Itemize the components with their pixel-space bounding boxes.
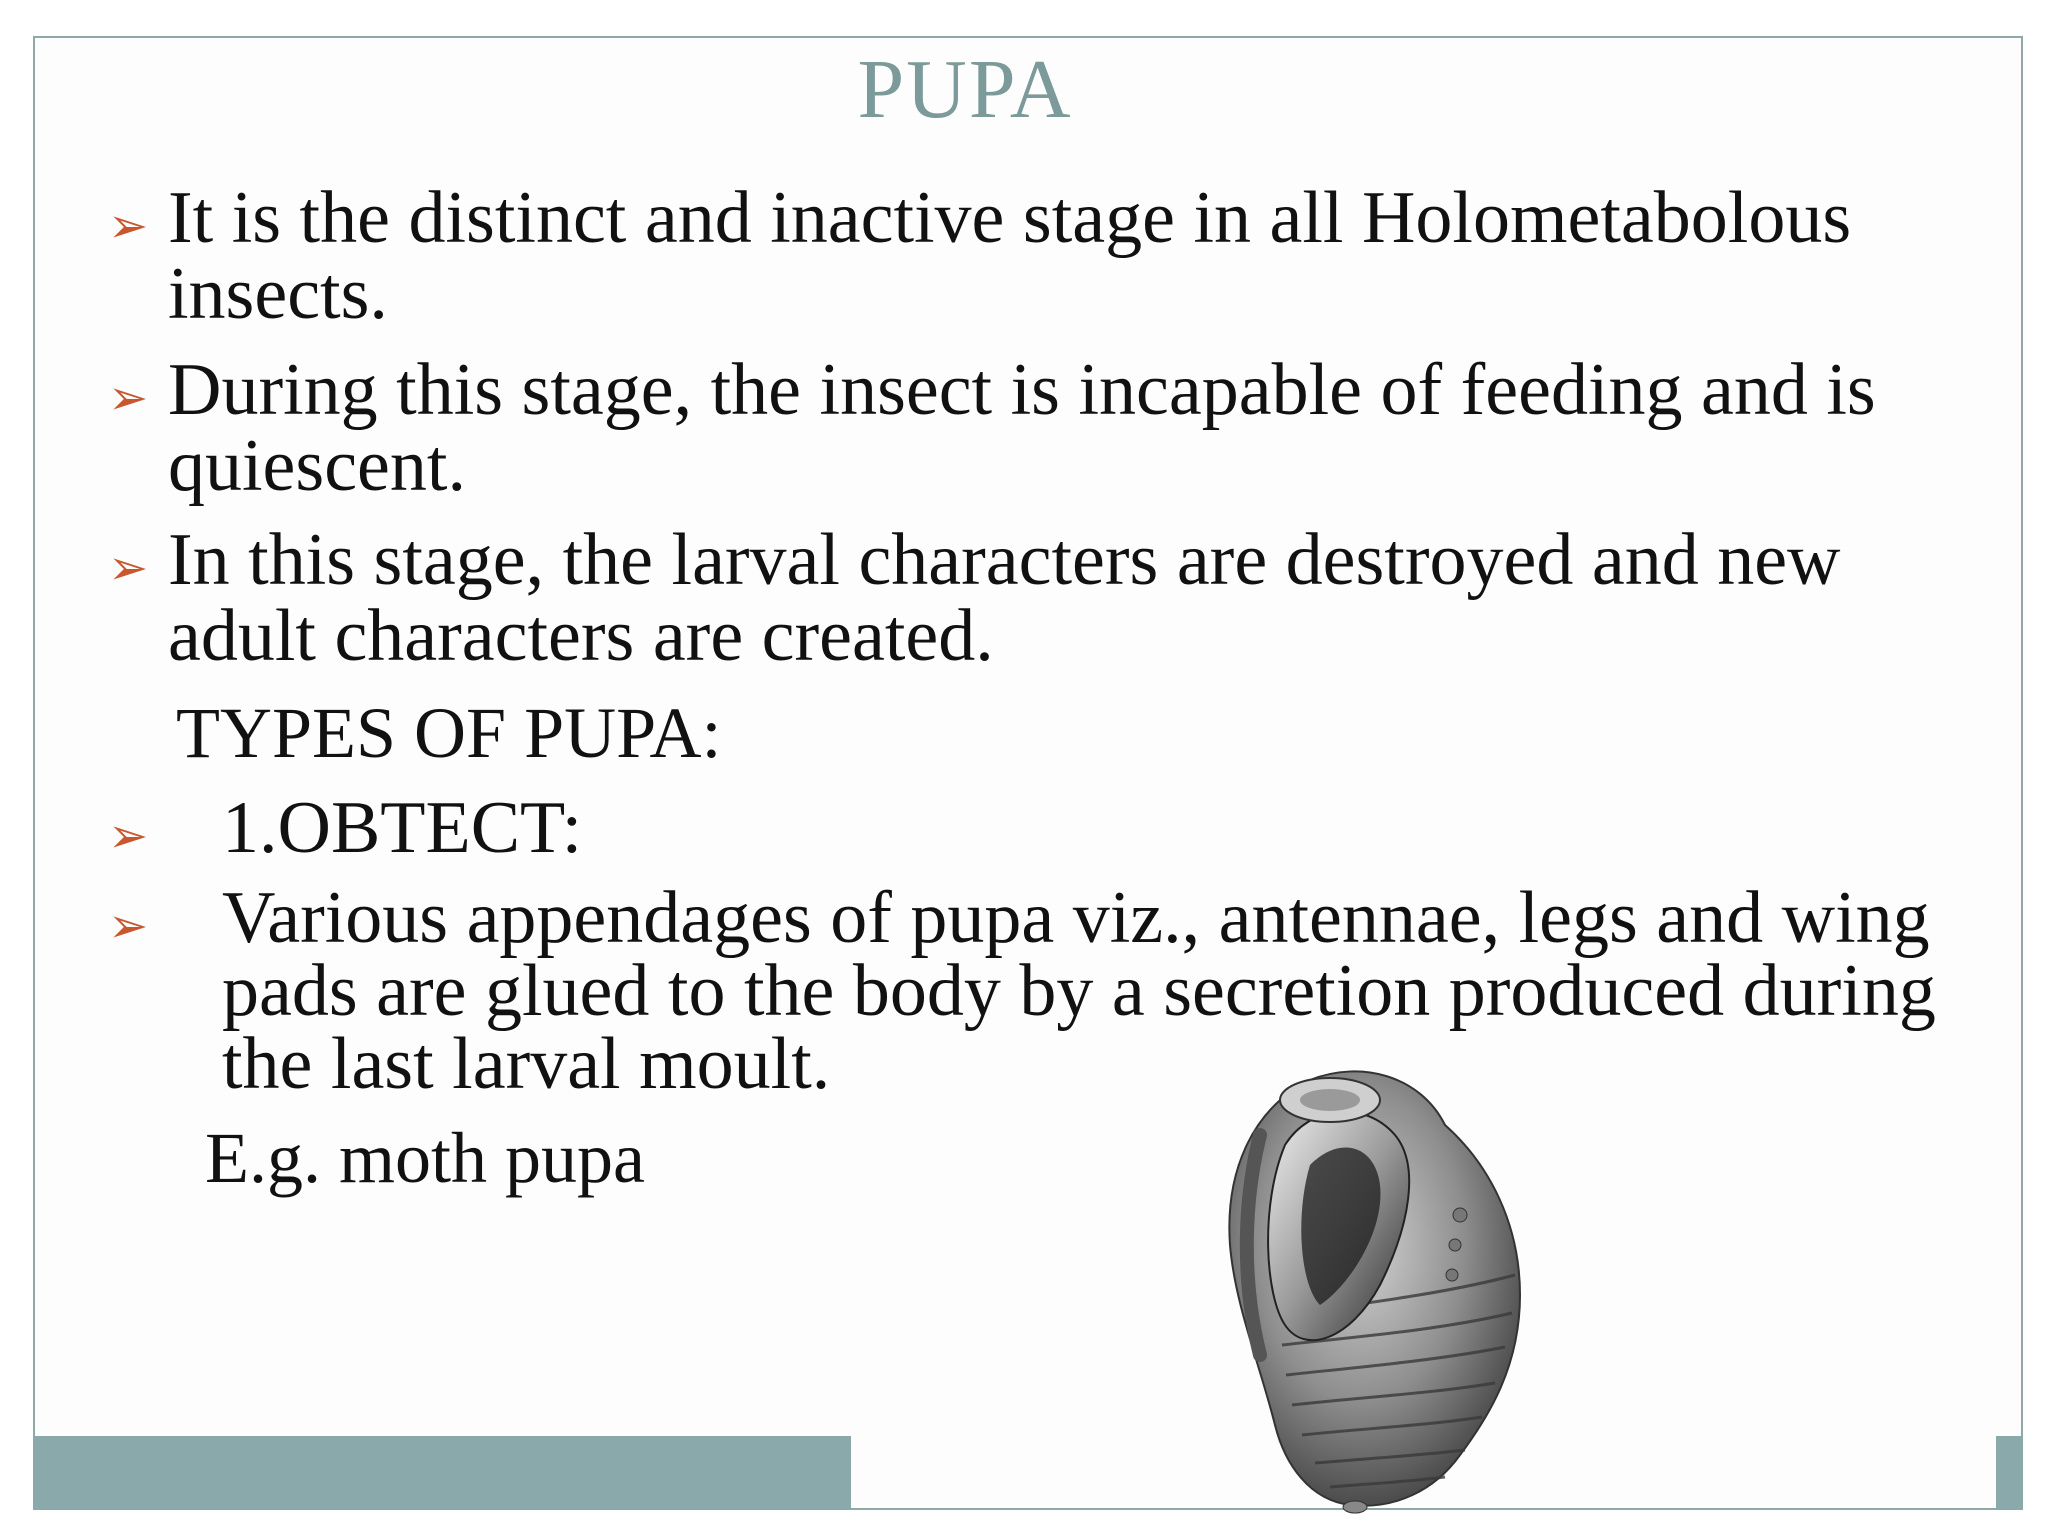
- bullet-line: Various appendages of pupa viz., antennae, legs and wing: [222, 877, 1930, 959]
- moth-pupa-image: [1190, 1055, 1530, 1515]
- arrow-bullet-icon: ➢: [108, 370, 149, 426]
- bullet-item: [108, 877, 1936, 1105]
- bullet-line: pads are glued to the body by a secretion produced during: [222, 950, 1936, 1032]
- bullet-line: During this stage, the insect is incapable of feeding and is: [168, 349, 1876, 431]
- bullet-line: It is the distinct and inactive stage in all Holometabolous: [168, 177, 1852, 259]
- bullet-line: quiescent.: [168, 425, 466, 507]
- slide-title: PUPA: [857, 43, 1073, 136]
- bullet-item: [108, 787, 583, 874]
- arrow-bullet-icon: ➢: [108, 540, 149, 596]
- bullet-item: [108, 177, 1852, 335]
- bullet-line: insects.: [168, 253, 388, 335]
- bullet-item: [108, 519, 1841, 677]
- bullet-line: In this stage, the larval characters are destroyed and new: [168, 519, 1841, 601]
- arrow-bullet-icon: ➢: [108, 808, 149, 864]
- arrow-bullet-icon: ➢: [108, 198, 149, 254]
- bullet-line: adult characters are created.: [168, 595, 994, 677]
- bullet-item: [108, 349, 1876, 507]
- bullet-line: the last larval moult.: [222, 1023, 831, 1105]
- arrow-bullet-icon: ➢: [108, 898, 149, 954]
- footer-accent-bar-right: [1996, 1436, 2023, 1510]
- footer-accent-bar: [33, 1436, 851, 1510]
- types-heading: TYPES OF PUPA:: [176, 693, 722, 773]
- bullet-line: 1.OBTECT:: [222, 787, 583, 869]
- example-text: E.g. moth pupa: [205, 1118, 645, 1198]
